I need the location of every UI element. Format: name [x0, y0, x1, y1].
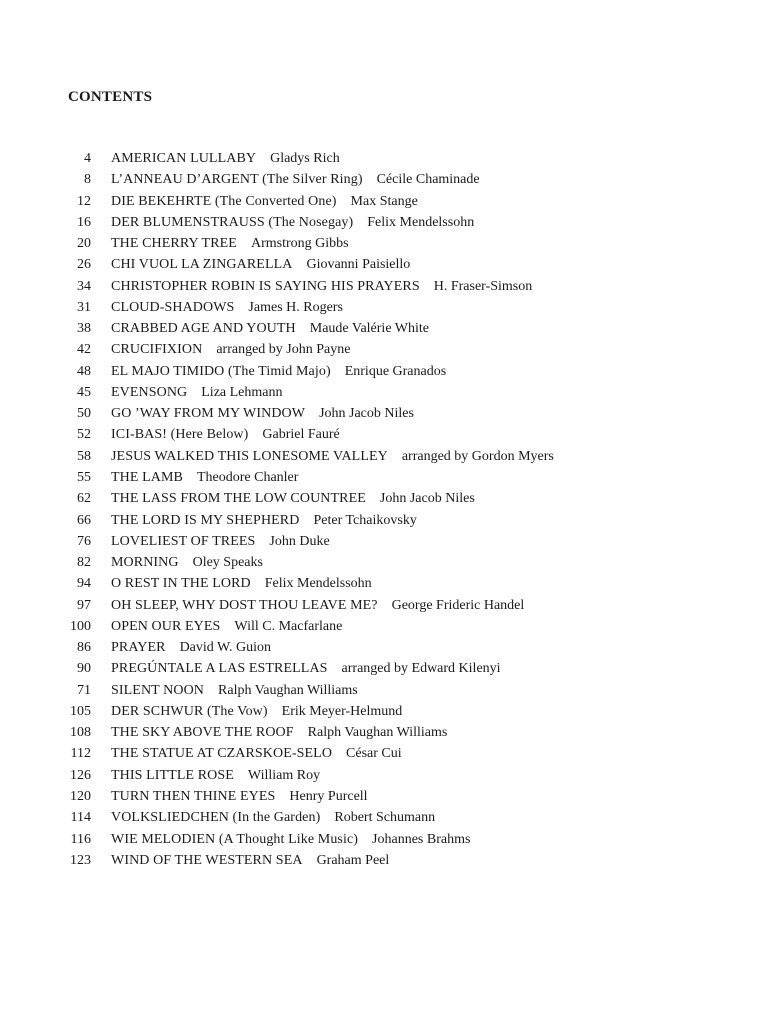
- composer-name: Felix Mendelssohn: [264, 576, 372, 592]
- page-number: 26: [77, 257, 91, 273]
- song-title: THIS LITTLE ROSE: [111, 767, 234, 783]
- song-title: DER SCHWUR (The Vow): [111, 703, 268, 719]
- toc-entry: [0, 616, 768, 637]
- entry-text: [111, 829, 470, 850]
- song-title: THE STATUE AT CZARSKOE-SELO: [111, 746, 333, 762]
- page-number: 12: [77, 193, 91, 209]
- toc-entry: [0, 786, 768, 807]
- composer-name: H. Fraser-Simson: [433, 278, 533, 294]
- composer-name: Will C. Macfarlane: [234, 618, 343, 634]
- toc-entry: [0, 658, 768, 679]
- toc-entry: [0, 701, 768, 722]
- toc-entry: [0, 276, 768, 297]
- entry-text: [111, 212, 474, 233]
- entry-text: [111, 616, 342, 637]
- composer-name: David W. Guion: [179, 640, 271, 656]
- toc-entry: [0, 191, 768, 212]
- entry-text: [111, 850, 389, 871]
- page-number: 34: [77, 278, 91, 294]
- song-title: WIND OF THE WESTERN SEA: [111, 852, 303, 868]
- table-of-contents: [0, 148, 768, 871]
- page-number: 116: [70, 831, 91, 847]
- page-number: 105: [70, 703, 91, 719]
- toc-entry: [0, 467, 768, 488]
- song-title: GO ’WAY FROM MY WINDOW: [111, 406, 306, 422]
- song-title: OH SLEEP, WHY DOST THOU LEAVE ME?: [111, 597, 378, 613]
- song-title: CRUCIFIXION: [111, 342, 203, 358]
- entry-text: [111, 488, 475, 509]
- toc-entry: [0, 850, 768, 871]
- entry-text: [111, 786, 368, 807]
- song-title: PREGÚNTALE A LAS ESTRELLAS: [111, 661, 328, 677]
- song-title: LOVELIEST OF TREES: [111, 533, 256, 549]
- composer-name: Oley Speaks: [192, 555, 263, 571]
- composer-name: Henry Purcell: [289, 788, 368, 804]
- song-title: THE CHERRY TREE: [111, 236, 237, 252]
- composer-name: John Jacob Niles: [379, 491, 475, 507]
- entry-text: [111, 765, 320, 786]
- song-title: CRABBED AGE AND YOUTH: [111, 321, 296, 337]
- entry-text: [111, 552, 263, 573]
- song-title: O REST IN THE LORD: [111, 576, 251, 592]
- composer-name: Felix Mendelssohn: [367, 214, 475, 230]
- entry-text: [111, 361, 446, 382]
- composer-name: Liza Lehmann: [201, 384, 283, 400]
- toc-entry: [0, 212, 768, 233]
- composer-name: John Duke: [269, 533, 330, 549]
- page-number: 31: [77, 299, 91, 315]
- entry-text: [111, 382, 283, 403]
- song-title: ICI-BAS! (Here Below): [111, 427, 249, 443]
- composer-name: arranged by John Payne: [216, 342, 351, 358]
- page-number: 66: [77, 512, 91, 528]
- page-title: CONTENTS: [68, 89, 153, 105]
- composer-name: Theodore Chanler: [196, 469, 299, 485]
- entry-text: [111, 743, 402, 764]
- entry-text: [111, 637, 271, 658]
- song-title: THE LAMB: [111, 469, 183, 485]
- page-number: 114: [70, 810, 91, 826]
- entry-text: [111, 318, 429, 339]
- page-number: 20: [77, 236, 91, 252]
- toc-entry: [0, 680, 768, 701]
- entry-text: [111, 446, 554, 467]
- entry-text: [111, 191, 418, 212]
- toc-entry: [0, 148, 768, 169]
- entry-text: [111, 148, 340, 169]
- toc-entry: [0, 169, 768, 190]
- page-number: 55: [77, 469, 91, 485]
- composer-name: Ralph Vaughan Williams: [307, 725, 448, 741]
- page-number: 8: [84, 172, 91, 188]
- composer-name: Enrique Granados: [344, 363, 447, 379]
- page-number: 82: [77, 555, 91, 571]
- toc-entry: [0, 339, 768, 360]
- page-number: 86: [77, 640, 91, 656]
- entry-text: [111, 531, 330, 552]
- composer-name: Max Stange: [350, 193, 418, 209]
- composer-name: Maude Valérie White: [309, 321, 429, 337]
- song-title: JESUS WALKED THIS LONESOME VALLEY: [111, 448, 388, 464]
- song-title: EVENSONG: [111, 384, 188, 400]
- composer-name: William Roy: [247, 767, 321, 783]
- composer-name: Graham Peel: [316, 852, 390, 868]
- page-number: 123: [70, 852, 91, 868]
- toc-entry: [0, 424, 768, 445]
- page-number: 90: [77, 661, 91, 677]
- song-title: OPEN OUR EYES: [111, 618, 221, 634]
- page-number: 52: [77, 427, 91, 443]
- page-number: 126: [70, 767, 91, 783]
- composer-name: Armstrong Gibbs: [250, 236, 349, 252]
- toc-entry: [0, 254, 768, 275]
- song-title: CHRISTOPHER ROBIN IS SAYING HIS PRAYERS: [111, 278, 420, 294]
- entry-text: [111, 169, 480, 190]
- page-number: 94: [77, 576, 91, 592]
- song-title: DER BLUMENSTRAUSS (The Nosegay): [111, 214, 354, 230]
- toc-entry: [0, 318, 768, 339]
- page-number: 50: [77, 406, 91, 422]
- toc-entry: [0, 573, 768, 594]
- song-title: VOLKSLIEDCHEN (In the Garden): [111, 810, 321, 826]
- composer-name: James H. Rogers: [248, 299, 343, 315]
- toc-entry: [0, 361, 768, 382]
- entry-text: [111, 595, 524, 616]
- entry-text: [111, 339, 350, 360]
- composer-name: George Frideric Handel: [391, 597, 525, 613]
- toc-entry: [0, 488, 768, 509]
- entry-text: [111, 297, 343, 318]
- entry-text: [111, 701, 402, 722]
- page-number: 48: [77, 363, 91, 379]
- composer-name: Cécile Chaminade: [376, 172, 480, 188]
- composer-name: Johannes Brahms: [372, 831, 471, 847]
- song-title: PRAYER: [111, 640, 166, 656]
- page-number: 16: [77, 214, 91, 230]
- song-title: EL MAJO TIMIDO (The Timid Majo): [111, 363, 331, 379]
- toc-entry: [0, 403, 768, 424]
- page-number: 38: [77, 321, 91, 337]
- toc-entry: [0, 297, 768, 318]
- page-number: 100: [70, 618, 91, 634]
- entry-text: [111, 573, 372, 594]
- entry-text: [111, 658, 501, 679]
- song-title: DIE BEKEHRTE (The Converted One): [111, 193, 337, 209]
- song-title: WIE MELODIEN (A Thought Like Music): [111, 831, 359, 847]
- page-number: 108: [70, 725, 91, 741]
- page-number: 71: [77, 682, 91, 698]
- entry-text: [111, 424, 340, 445]
- page-number: 62: [77, 491, 91, 507]
- composer-name: Giovanni Paisiello: [306, 257, 411, 273]
- composer-name: César Cui: [346, 746, 402, 762]
- song-title: SILENT NOON: [111, 682, 205, 698]
- composer-name: Ralph Vaughan Williams: [218, 682, 358, 698]
- entry-text: [111, 807, 435, 828]
- song-title: L’ANNEAU D’ARGENT (The Silver Ring): [111, 172, 363, 188]
- toc-entry: [0, 552, 768, 573]
- page-number: 120: [70, 788, 91, 804]
- composer-name: Gabriel Fauré: [262, 427, 340, 443]
- page-number: 4: [84, 151, 91, 166]
- entry-text: [111, 403, 414, 424]
- toc-entry: [0, 807, 768, 828]
- entry-text: [111, 233, 349, 254]
- composer-name: arranged by Gordon Myers: [401, 448, 554, 464]
- toc-entry: [0, 637, 768, 658]
- toc-entry: [0, 595, 768, 616]
- composer-name: John Jacob Niles: [319, 406, 414, 422]
- composer-name: Erik Meyer-Helmund: [281, 703, 403, 719]
- toc-entry: [0, 722, 768, 743]
- toc-entry: [0, 743, 768, 764]
- page-number: 42: [77, 342, 91, 358]
- song-title: AMERICAN LULLABY: [111, 151, 257, 166]
- toc-entry: [0, 233, 768, 254]
- entry-text: [111, 254, 410, 275]
- page-number: 45: [77, 384, 91, 400]
- page-number: 97: [77, 597, 91, 613]
- page-number: 58: [77, 448, 91, 464]
- composer-name: arranged by Edward Kilenyi: [341, 661, 501, 677]
- entry-text: [111, 722, 447, 743]
- song-title: MORNING: [111, 555, 179, 571]
- toc-entry: [0, 446, 768, 467]
- entry-text: [111, 680, 358, 701]
- song-title: THE LASS FROM THE LOW COUNTREE: [111, 491, 366, 507]
- toc-entry: [0, 531, 768, 552]
- song-title: CHI VUOL LA ZINGARELLA: [111, 257, 293, 273]
- song-title: TURN THEN THINE EYES: [111, 788, 276, 804]
- toc-entry: [0, 765, 768, 786]
- page-number: 76: [77, 533, 91, 549]
- toc-entry: [0, 382, 768, 403]
- composer-name: Peter Tchaikovsky: [313, 512, 417, 528]
- page-number: 112: [70, 746, 91, 762]
- composer-name: Gladys Rich: [270, 151, 340, 166]
- entry-text: [111, 276, 532, 297]
- composer-name: Robert Schumann: [334, 810, 436, 826]
- song-title: CLOUD-SHADOWS: [111, 299, 235, 315]
- song-title: THE LORD IS MY SHEPHERD: [111, 512, 300, 528]
- song-title: THE SKY ABOVE THE ROOF: [111, 725, 294, 741]
- toc-entry: [0, 510, 768, 531]
- entry-text: [111, 510, 417, 531]
- entry-text: [111, 467, 298, 488]
- toc-entry: [0, 829, 768, 850]
